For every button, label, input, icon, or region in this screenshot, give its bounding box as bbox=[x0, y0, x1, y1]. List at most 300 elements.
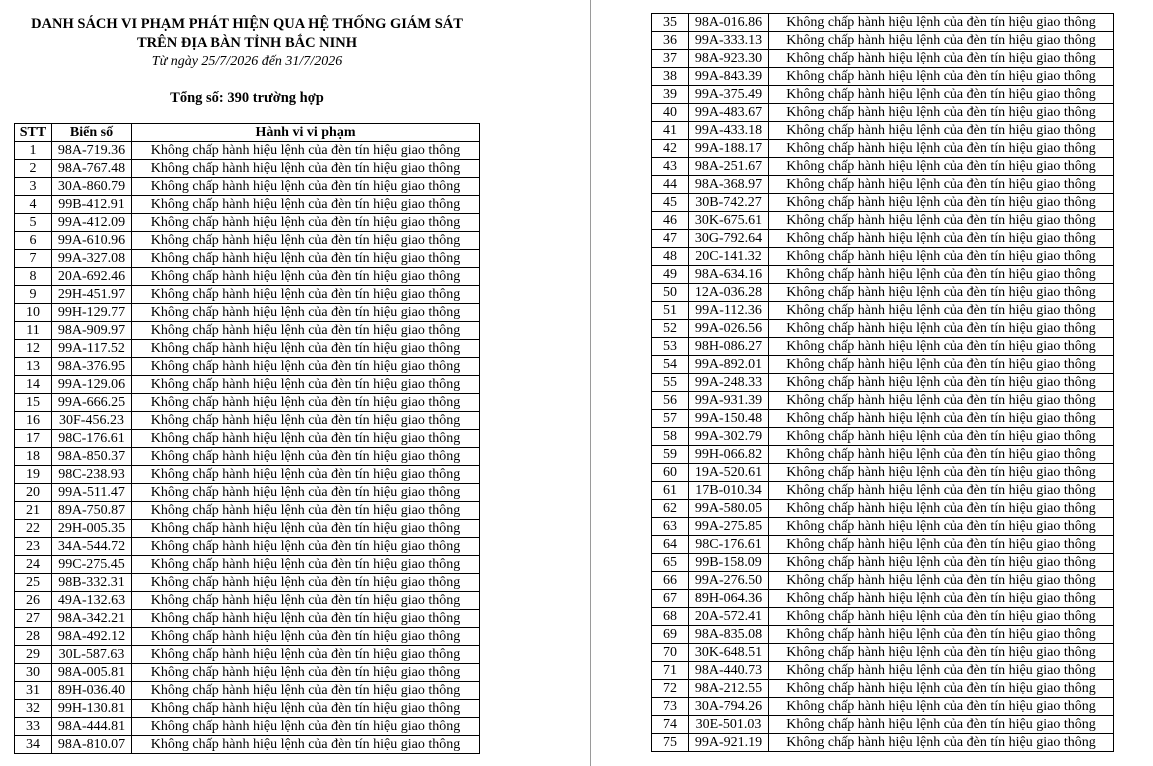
document-subtitle: TRÊN ĐỊA BÀN TỈNH BẮC NINH bbox=[136, 35, 358, 51]
violation-description: Không chấp hành hiệu lệnh của đèn tín hiệu giao thông bbox=[132, 628, 480, 646]
license-plate: 30E-501.03 bbox=[689, 716, 769, 734]
violation-description: Không chấp hành hiệu lệnh của đèn tín hiệu giao thông bbox=[132, 538, 480, 556]
violation-description: Không chấp hành hiệu lệnh của đèn tín hiệu giao thông bbox=[769, 716, 1114, 734]
violation-description: Không chấp hành hiệu lệnh của đèn tín hiệu giao thông bbox=[132, 358, 480, 376]
row-number: 4 bbox=[15, 196, 52, 214]
row-number: 52 bbox=[652, 320, 689, 338]
violation-description: Không chấp hành hiệu lệnh của đèn tín hiệu giao thông bbox=[769, 248, 1114, 266]
date-range: Từ ngày 25/7/2026 đến 31/7/2026 bbox=[151, 54, 343, 69]
row-number: 36 bbox=[652, 32, 689, 50]
row-number: 47 bbox=[652, 230, 689, 248]
license-plate: 99A-248.33 bbox=[689, 374, 769, 392]
row-number: 59 bbox=[652, 446, 689, 464]
row-number: 30 bbox=[15, 664, 52, 682]
license-plate: 12A-036.28 bbox=[689, 284, 769, 302]
row-number: 20 bbox=[15, 484, 52, 502]
row-number: 53 bbox=[652, 338, 689, 356]
license-plate: 19A-520.61 bbox=[689, 464, 769, 482]
row-number: 28 bbox=[15, 628, 52, 646]
violation-description: Không chấp hành hiệu lệnh của đèn tín hiệu giao thông bbox=[769, 536, 1114, 554]
row-number: 72 bbox=[652, 680, 689, 698]
license-plate: 98A-212.55 bbox=[689, 680, 769, 698]
row-number: 43 bbox=[652, 158, 689, 176]
violation-description: Không chấp hành hiệu lệnh của đèn tín hiệu giao thông bbox=[769, 284, 1114, 302]
violation-description: Không chấp hành hiệu lệnh của đèn tín hiệu giao thông bbox=[132, 520, 480, 538]
row-number: 68 bbox=[652, 608, 689, 626]
license-plate: 98A-016.86 bbox=[689, 14, 769, 32]
row-number: 14 bbox=[15, 376, 52, 394]
license-plate: 98A-767.48 bbox=[52, 160, 132, 178]
table-row bbox=[15, 412, 480, 430]
violation-description: Không chấp hành hiệu lệnh của đèn tín hiệu giao thông bbox=[769, 356, 1114, 374]
row-number: 58 bbox=[652, 428, 689, 446]
license-plate: 99A-580.05 bbox=[689, 500, 769, 518]
table-row bbox=[15, 628, 480, 646]
table-row bbox=[652, 446, 1114, 464]
table-row bbox=[652, 464, 1114, 482]
license-plate: 98A-835.08 bbox=[689, 626, 769, 644]
table-row bbox=[15, 574, 480, 592]
license-plate: 30K-648.51 bbox=[689, 644, 769, 662]
table-row bbox=[652, 14, 1114, 32]
table-row bbox=[652, 518, 1114, 536]
table-row bbox=[15, 664, 480, 682]
license-plate: 99A-327.08 bbox=[52, 250, 132, 268]
license-plate: 29H-451.97 bbox=[52, 286, 132, 304]
violation-description: Không chấp hành hiệu lệnh của đèn tín hiệu giao thông bbox=[769, 230, 1114, 248]
table-row bbox=[15, 520, 480, 538]
violation-description: Không chấp hành hiệu lệnh của đèn tín hiệu giao thông bbox=[132, 340, 480, 358]
violation-description: Không chấp hành hiệu lệnh của đèn tín hiệu giao thông bbox=[769, 32, 1114, 50]
license-plate: 99A-433.18 bbox=[689, 122, 769, 140]
row-number: 37 bbox=[652, 50, 689, 68]
license-plate: 98H-086.27 bbox=[689, 338, 769, 356]
license-plate: 98A-719.36 bbox=[52, 142, 132, 160]
column-header-violation: Hành vi vi phạm bbox=[132, 124, 480, 142]
row-number: 1 bbox=[15, 142, 52, 160]
violation-description: Không chấp hành hiệu lệnh của đèn tín hiệu giao thông bbox=[132, 610, 480, 628]
violation-description: Không chấp hành hiệu lệnh của đèn tín hiệu giao thông bbox=[132, 556, 480, 574]
row-number: 35 bbox=[652, 14, 689, 32]
violation-description: Không chấp hành hiệu lệnh của đèn tín hiệu giao thông bbox=[132, 412, 480, 430]
table-row bbox=[15, 682, 480, 700]
table-row bbox=[652, 392, 1114, 410]
row-number: 64 bbox=[652, 536, 689, 554]
violation-description: Không chấp hành hiệu lệnh của đèn tín hiệu giao thông bbox=[132, 322, 480, 340]
row-number: 69 bbox=[652, 626, 689, 644]
license-plate: 98C-176.61 bbox=[689, 536, 769, 554]
row-number: 25 bbox=[15, 574, 52, 592]
violation-description: Không chấp hành hiệu lệnh của đèn tín hiệu giao thông bbox=[132, 592, 480, 610]
license-plate: 98A-005.81 bbox=[52, 664, 132, 682]
license-plate: 98B-332.31 bbox=[52, 574, 132, 592]
table-row bbox=[652, 230, 1114, 248]
row-number: 56 bbox=[652, 392, 689, 410]
license-plate: 30L-587.63 bbox=[52, 646, 132, 664]
violation-description: Không chấp hành hiệu lệnh của đèn tín hiệu giao thông bbox=[769, 446, 1114, 464]
table-row bbox=[15, 196, 480, 214]
table-row bbox=[15, 466, 480, 484]
table-row bbox=[652, 356, 1114, 374]
violation-description: Không chấp hành hiệu lệnh của đèn tín hiệu giao thông bbox=[132, 484, 480, 502]
column-header-plate: Biển số bbox=[52, 124, 132, 142]
table-row bbox=[652, 122, 1114, 140]
row-number: 33 bbox=[15, 718, 52, 736]
license-plate: 99A-112.36 bbox=[689, 302, 769, 320]
license-plate: 99A-375.49 bbox=[689, 86, 769, 104]
license-plate: 99H-066.82 bbox=[689, 446, 769, 464]
license-plate: 98A-492.12 bbox=[52, 628, 132, 646]
table-row bbox=[15, 160, 480, 178]
violation-description: Không chấp hành hiệu lệnh của đèn tín hiệu giao thông bbox=[132, 196, 480, 214]
license-plate: 98A-923.30 bbox=[689, 50, 769, 68]
table-row bbox=[15, 286, 480, 304]
table-row bbox=[652, 158, 1114, 176]
violation-description: Không chấp hành hiệu lệnh của đèn tín hiệu giao thông bbox=[132, 232, 480, 250]
license-plate: 99B-158.09 bbox=[689, 554, 769, 572]
license-plate: 99H-130.81 bbox=[52, 700, 132, 718]
table-header-row bbox=[15, 124, 480, 142]
table-row bbox=[652, 32, 1114, 50]
table-row bbox=[15, 340, 480, 358]
table-row bbox=[15, 448, 480, 466]
table-row bbox=[15, 484, 480, 502]
column-header-stt: STT bbox=[15, 124, 52, 142]
violation-description: Không chấp hành hiệu lệnh của đèn tín hiệu giao thông bbox=[769, 86, 1114, 104]
violation-description: Không chấp hành hiệu lệnh của đèn tín hiệu giao thông bbox=[132, 178, 480, 196]
license-plate: 30B-742.27 bbox=[689, 194, 769, 212]
row-number: 16 bbox=[15, 412, 52, 430]
violation-description: Không chấp hành hiệu lệnh của đèn tín hiệu giao thông bbox=[769, 338, 1114, 356]
table-row bbox=[652, 482, 1114, 500]
table-row bbox=[15, 610, 480, 628]
violation-description: Không chấp hành hiệu lệnh của đèn tín hiệu giao thông bbox=[132, 664, 480, 682]
row-number: 49 bbox=[652, 266, 689, 284]
license-plate: 30G-792.64 bbox=[689, 230, 769, 248]
row-number: 19 bbox=[15, 466, 52, 484]
table-row bbox=[15, 232, 480, 250]
violation-description: Không chấp hành hiệu lệnh của đèn tín hiệu giao thông bbox=[769, 266, 1114, 284]
row-number: 41 bbox=[652, 122, 689, 140]
violation-description: Không chấp hành hiệu lệnh của đèn tín hiệu giao thông bbox=[132, 160, 480, 178]
license-plate: 89H-064.36 bbox=[689, 590, 769, 608]
row-number: 12 bbox=[15, 340, 52, 358]
violation-description: Không chấp hành hiệu lệnh của đèn tín hiệu giao thông bbox=[132, 304, 480, 322]
row-number: 63 bbox=[652, 518, 689, 536]
row-number: 9 bbox=[15, 286, 52, 304]
table-row bbox=[652, 572, 1114, 590]
row-number: 21 bbox=[15, 502, 52, 520]
violations-table-right bbox=[651, 13, 1114, 752]
table-row bbox=[652, 716, 1114, 734]
violation-description: Không chấp hành hiệu lệnh của đèn tín hiệu giao thông bbox=[132, 394, 480, 412]
table-row bbox=[15, 304, 480, 322]
table-row bbox=[15, 394, 480, 412]
table-row bbox=[652, 194, 1114, 212]
row-number: 50 bbox=[652, 284, 689, 302]
license-plate: 49A-132.63 bbox=[52, 592, 132, 610]
table-row bbox=[652, 266, 1114, 284]
table-row bbox=[652, 374, 1114, 392]
license-plate: 99A-188.17 bbox=[689, 140, 769, 158]
table-row bbox=[652, 626, 1114, 644]
page-divider bbox=[590, 0, 591, 766]
table-row bbox=[15, 646, 480, 664]
table-row bbox=[652, 140, 1114, 158]
license-plate: 98A-376.95 bbox=[52, 358, 132, 376]
license-plate: 30F-456.23 bbox=[52, 412, 132, 430]
row-number: 2 bbox=[15, 160, 52, 178]
violation-description: Không chấp hành hiệu lệnh của đèn tín hiệu giao thông bbox=[132, 430, 480, 448]
license-plate: 99A-026.56 bbox=[689, 320, 769, 338]
license-plate: 17B-010.34 bbox=[689, 482, 769, 500]
violation-description: Không chấp hành hiệu lệnh của đèn tín hiệu giao thông bbox=[132, 718, 480, 736]
row-number: 6 bbox=[15, 232, 52, 250]
row-number: 27 bbox=[15, 610, 52, 628]
table-row bbox=[652, 428, 1114, 446]
violation-description: Không chấp hành hiệu lệnh của đèn tín hiệu giao thông bbox=[132, 736, 480, 754]
table-row bbox=[15, 178, 480, 196]
row-number: 66 bbox=[652, 572, 689, 590]
violation-description: Không chấp hành hiệu lệnh của đèn tín hiệu giao thông bbox=[769, 392, 1114, 410]
row-number: 23 bbox=[15, 538, 52, 556]
table-row bbox=[652, 644, 1114, 662]
violation-description: Không chấp hành hiệu lệnh của đèn tín hiệu giao thông bbox=[769, 14, 1114, 32]
row-number: 42 bbox=[652, 140, 689, 158]
table-row bbox=[15, 430, 480, 448]
license-plate: 99A-275.85 bbox=[689, 518, 769, 536]
license-plate: 99A-483.67 bbox=[689, 104, 769, 122]
table-row bbox=[652, 500, 1114, 518]
violation-description: Không chấp hành hiệu lệnh của đèn tín hiệu giao thông bbox=[769, 50, 1114, 68]
row-number: 24 bbox=[15, 556, 52, 574]
violation-description: Không chấp hành hiệu lệnh của đèn tín hiệu giao thông bbox=[769, 122, 1114, 140]
license-plate: 98A-440.73 bbox=[689, 662, 769, 680]
row-number: 40 bbox=[652, 104, 689, 122]
license-plate: 99A-276.50 bbox=[689, 572, 769, 590]
row-number: 29 bbox=[15, 646, 52, 664]
violation-description: Không chấp hành hiệu lệnh của đèn tín hiệu giao thông bbox=[132, 142, 480, 160]
violation-description: Không chấp hành hiệu lệnh của đèn tín hiệu giao thông bbox=[769, 140, 1114, 158]
table-row bbox=[652, 698, 1114, 716]
table-row bbox=[652, 410, 1114, 428]
table-row bbox=[652, 176, 1114, 194]
license-plate: 98A-850.37 bbox=[52, 448, 132, 466]
table-row bbox=[652, 248, 1114, 266]
table-row bbox=[15, 250, 480, 268]
violation-description: Không chấp hành hiệu lệnh của đèn tín hiệu giao thông bbox=[132, 286, 480, 304]
violation-description: Không chấp hành hiệu lệnh của đèn tín hiệu giao thông bbox=[769, 554, 1114, 572]
license-plate: 99A-302.79 bbox=[689, 428, 769, 446]
violation-description: Không chấp hành hiệu lệnh của đèn tín hiệu giao thông bbox=[769, 734, 1114, 752]
license-plate: 20C-141.32 bbox=[689, 248, 769, 266]
table-row bbox=[15, 538, 480, 556]
violation-description: Không chấp hành hiệu lệnh của đèn tín hiệu giao thông bbox=[769, 590, 1114, 608]
license-plate: 98A-909.97 bbox=[52, 322, 132, 340]
license-plate: 98C-238.93 bbox=[52, 466, 132, 484]
violation-description: Không chấp hành hiệu lệnh của đèn tín hiệu giao thông bbox=[132, 214, 480, 232]
table-row bbox=[15, 592, 480, 610]
table-row bbox=[652, 554, 1114, 572]
document-title: DANH SÁCH VI PHẠM PHÁT HIỆN QUA HỆ THỐNG GIÁM SÁT bbox=[31, 16, 463, 32]
table-row bbox=[15, 718, 480, 736]
violation-description: Không chấp hành hiệu lệnh của đèn tín hiệu giao thông bbox=[769, 428, 1114, 446]
table-row bbox=[652, 590, 1114, 608]
violation-description: Không chấp hành hiệu lệnh của đèn tín hiệu giao thông bbox=[769, 572, 1114, 590]
row-number: 51 bbox=[652, 302, 689, 320]
row-number: 44 bbox=[652, 176, 689, 194]
row-number: 39 bbox=[652, 86, 689, 104]
license-plate: 98C-176.61 bbox=[52, 430, 132, 448]
violation-description: Không chấp hành hiệu lệnh của đèn tín hiệu giao thông bbox=[132, 268, 480, 286]
row-number: 10 bbox=[15, 304, 52, 322]
license-plate: 99A-412.09 bbox=[52, 214, 132, 232]
row-number: 38 bbox=[652, 68, 689, 86]
row-number: 8 bbox=[15, 268, 52, 286]
license-plate: 99A-666.25 bbox=[52, 394, 132, 412]
total-count: Tổng số: 390 trường hợp bbox=[170, 90, 324, 106]
violation-description: Không chấp hành hiệu lệnh của đèn tín hiệu giao thông bbox=[132, 466, 480, 484]
violation-description: Không chấp hành hiệu lệnh của đèn tín hiệu giao thông bbox=[769, 104, 1114, 122]
violation-description: Không chấp hành hiệu lệnh của đèn tín hiệu giao thông bbox=[132, 682, 480, 700]
row-number: 62 bbox=[652, 500, 689, 518]
license-plate: 20A-572.41 bbox=[689, 608, 769, 626]
license-plate: 98A-444.81 bbox=[52, 718, 132, 736]
table-row bbox=[652, 608, 1114, 626]
license-plate: 99A-129.06 bbox=[52, 376, 132, 394]
row-number: 46 bbox=[652, 212, 689, 230]
license-plate: 99A-150.48 bbox=[689, 410, 769, 428]
row-number: 75 bbox=[652, 734, 689, 752]
table-row bbox=[652, 50, 1114, 68]
violation-description: Không chấp hành hiệu lệnh của đèn tín hiệu giao thông bbox=[132, 574, 480, 592]
violation-description: Không chấp hành hiệu lệnh của đèn tín hiệu giao thông bbox=[769, 194, 1114, 212]
table-row bbox=[652, 104, 1114, 122]
row-number: 7 bbox=[15, 250, 52, 268]
violation-description: Không chấp hành hiệu lệnh của đèn tín hiệu giao thông bbox=[769, 464, 1114, 482]
license-plate: 98A-251.67 bbox=[689, 158, 769, 176]
table-row bbox=[15, 376, 480, 394]
violation-description: Không chấp hành hiệu lệnh của đèn tín hiệu giao thông bbox=[769, 608, 1114, 626]
violation-description: Không chấp hành hiệu lệnh của đèn tín hiệu giao thông bbox=[769, 158, 1114, 176]
license-plate: 99A-610.96 bbox=[52, 232, 132, 250]
violation-description: Không chấp hành hiệu lệnh của đèn tín hiệu giao thông bbox=[769, 302, 1114, 320]
row-number: 61 bbox=[652, 482, 689, 500]
row-number: 32 bbox=[15, 700, 52, 718]
row-number: 11 bbox=[15, 322, 52, 340]
row-number: 5 bbox=[15, 214, 52, 232]
table-row bbox=[652, 536, 1114, 554]
table-row bbox=[15, 700, 480, 718]
table-row bbox=[652, 86, 1114, 104]
row-number: 65 bbox=[652, 554, 689, 572]
table-row bbox=[15, 142, 480, 160]
row-number: 48 bbox=[652, 248, 689, 266]
violations-table-left bbox=[14, 123, 480, 754]
violation-description: Không chấp hành hiệu lệnh của đèn tín hiệu giao thông bbox=[132, 502, 480, 520]
violation-description: Không chấp hành hiệu lệnh của đèn tín hiệu giao thông bbox=[769, 626, 1114, 644]
license-plate: 99C-275.45 bbox=[52, 556, 132, 574]
row-number: 17 bbox=[15, 430, 52, 448]
license-plate: 89H-036.40 bbox=[52, 682, 132, 700]
table-row bbox=[652, 734, 1114, 752]
license-plate: 98A-810.07 bbox=[52, 736, 132, 754]
row-number: 73 bbox=[652, 698, 689, 716]
row-number: 71 bbox=[652, 662, 689, 680]
violation-description: Không chấp hành hiệu lệnh của đèn tín hiệu giao thông bbox=[769, 410, 1114, 428]
license-plate: 20A-692.46 bbox=[52, 268, 132, 286]
row-number: 45 bbox=[652, 194, 689, 212]
license-plate: 30A-794.26 bbox=[689, 698, 769, 716]
license-plate: 89A-750.87 bbox=[52, 502, 132, 520]
table-row bbox=[15, 556, 480, 574]
row-number: 34 bbox=[15, 736, 52, 754]
violation-description: Không chấp hành hiệu lệnh của đèn tín hiệu giao thông bbox=[132, 376, 480, 394]
license-plate: 98A-634.16 bbox=[689, 266, 769, 284]
license-plate: 98A-368.97 bbox=[689, 176, 769, 194]
row-number: 57 bbox=[652, 410, 689, 428]
table-row bbox=[15, 268, 480, 286]
violation-description: Không chấp hành hiệu lệnh của đèn tín hiệu giao thông bbox=[132, 700, 480, 718]
violation-description: Không chấp hành hiệu lệnh của đèn tín hiệu giao thông bbox=[769, 698, 1114, 716]
violation-description: Không chấp hành hiệu lệnh của đèn tín hiệu giao thông bbox=[769, 500, 1114, 518]
violation-description: Không chấp hành hiệu lệnh của đèn tín hiệu giao thông bbox=[132, 250, 480, 268]
table-row bbox=[15, 214, 480, 232]
violation-description: Không chấp hành hiệu lệnh của đèn tín hiệu giao thông bbox=[769, 680, 1114, 698]
row-number: 3 bbox=[15, 178, 52, 196]
license-plate: 29H-005.35 bbox=[52, 520, 132, 538]
license-plate: 34A-544.72 bbox=[52, 538, 132, 556]
license-plate: 99H-129.77 bbox=[52, 304, 132, 322]
row-number: 15 bbox=[15, 394, 52, 412]
table-row bbox=[652, 284, 1114, 302]
violation-description: Không chấp hành hiệu lệnh của đèn tín hiệu giao thông bbox=[769, 176, 1114, 194]
license-plate: 99A-117.52 bbox=[52, 340, 132, 358]
violation-description: Không chấp hành hiệu lệnh của đèn tín hiệu giao thông bbox=[769, 320, 1114, 338]
table-row bbox=[652, 212, 1114, 230]
violation-description: Không chấp hành hiệu lệnh của đèn tín hiệu giao thông bbox=[132, 448, 480, 466]
license-plate: 99A-931.39 bbox=[689, 392, 769, 410]
violation-description: Không chấp hành hiệu lệnh của đèn tín hiệu giao thông bbox=[769, 644, 1114, 662]
row-number: 55 bbox=[652, 374, 689, 392]
row-number: 74 bbox=[652, 716, 689, 734]
license-plate: 99A-843.39 bbox=[689, 68, 769, 86]
table-row bbox=[652, 662, 1114, 680]
table-row bbox=[15, 322, 480, 340]
row-number: 18 bbox=[15, 448, 52, 466]
violation-description: Không chấp hành hiệu lệnh của đèn tín hiệu giao thông bbox=[769, 518, 1114, 536]
table-row bbox=[652, 680, 1114, 698]
row-number: 26 bbox=[15, 592, 52, 610]
row-number: 31 bbox=[15, 682, 52, 700]
violation-description: Không chấp hành hiệu lệnh của đèn tín hiệu giao thông bbox=[769, 374, 1114, 392]
license-plate: 98A-342.21 bbox=[52, 610, 132, 628]
violation-description: Không chấp hành hiệu lệnh của đèn tín hiệu giao thông bbox=[769, 68, 1114, 86]
table-row bbox=[652, 320, 1114, 338]
violation-description: Không chấp hành hiệu lệnh của đèn tín hiệu giao thông bbox=[769, 212, 1114, 230]
table-row bbox=[652, 68, 1114, 86]
violation-description: Không chấp hành hiệu lệnh của đèn tín hiệu giao thông bbox=[769, 482, 1114, 500]
row-number: 70 bbox=[652, 644, 689, 662]
violation-description: Không chấp hành hiệu lệnh của đèn tín hiệu giao thông bbox=[769, 662, 1114, 680]
license-plate: 99A-333.13 bbox=[689, 32, 769, 50]
table-row bbox=[652, 302, 1114, 320]
row-number: 67 bbox=[652, 590, 689, 608]
license-plate: 30A-860.79 bbox=[52, 178, 132, 196]
license-plate: 99A-921.19 bbox=[689, 734, 769, 752]
row-number: 22 bbox=[15, 520, 52, 538]
license-plate: 99A-511.47 bbox=[52, 484, 132, 502]
